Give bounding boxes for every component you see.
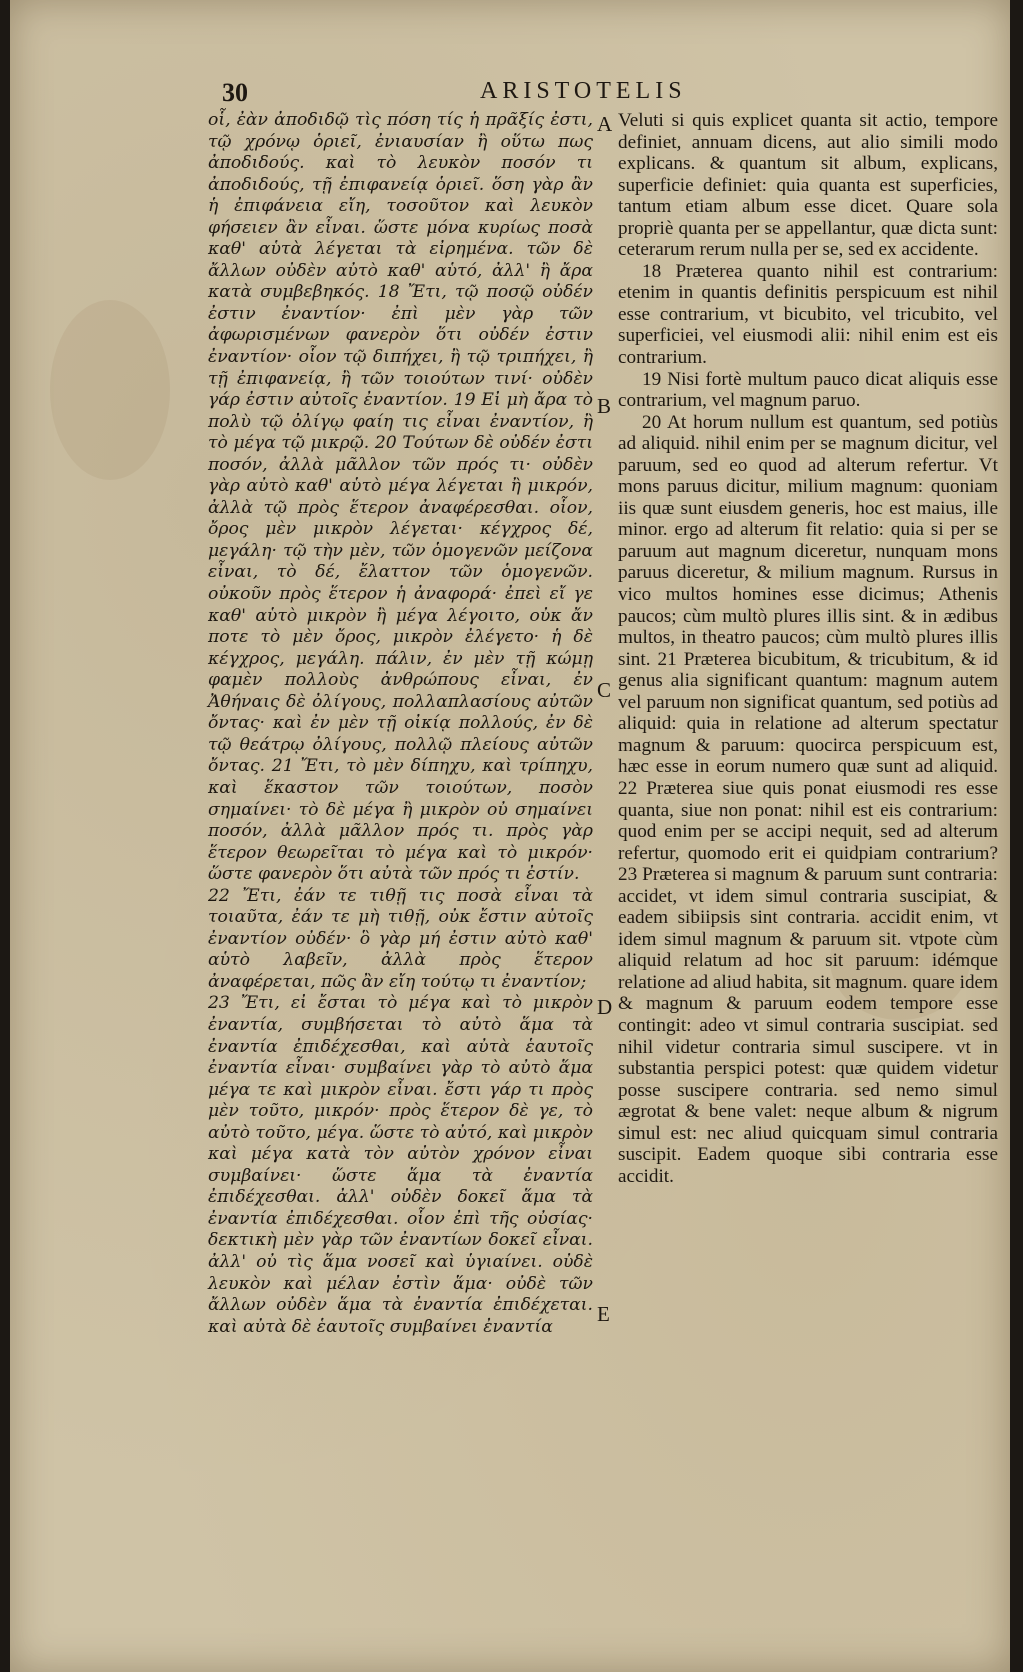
latin-paragraph: Veluti si quis explicet quanta sit actio, tempore definiet, annuam dicens, aut alio simili modo explicans. & quantum sit album, explicans, superficie definiet: quia quanta est superficies, tantum etiam album esse dicet. Quare sola propriè quanta per se appellantur, quæ dicta sunt: ceterarum rerum nulla per se, sed ex accidente. [618,110,998,261]
paper-stain [50,300,170,480]
page-header [10,78,1010,112]
greek-text-column [208,110,593,1338]
latin-text-column [618,110,998,1187]
running-title: ARISTOTELIS [480,78,687,104]
margin-letter-b: B [597,394,612,418]
latin-paragraph: 19 Nisi fortè multum pauco dicat aliquis esse contrarium, vel magnum paruo. [618,368,998,412]
margin-letter-e: E [597,1302,610,1326]
greek-paragraph: οἷ, ἐὰν ἀποδιδῷ τὶς πόση τίς ἡ πρᾶξίς ἐστι, τῷ χρόνῳ ὁριεῖ, ἐνιαυσίαν ἢ οὕτω πως ἀποδιδούς. καὶ τὸ λευκὸν ποσόν τι ἀποδιδούς, τῇ ἐπιφανείᾳ ὁριεῖ. ὅση γὰρ ἂν ἡ ἐπιφάνεια εἴη, τοσοῦτον καὶ λευκὸν φήσειεν ἂν εἶναι. ὥστε μόνα κυρίως ποσὰ καθ' αὑτὰ λέγεται τὰ εἰρημένα. τῶν δὲ ἄλλων οὐδὲν αὐτὸ καθ' αὑτό, ἀλλ' ἢ ἄρα κατὰ συμβεβηκός. 18 Ἔτι, τῷ ποσῷ οὐδέν ἐστιν ἐναντίον· ἐπὶ μὲν γὰρ τῶν ἀφωρισμένων φανερὸν ὅτι οὐδέν ἐστιν ἐναντίον· οἷον τῷ διπήχει, ἢ τῷ τριπήχει, ἢ τῇ ἐπιφανείᾳ, ἢ τῶν τοιούτων τινί· οὐδὲν γάρ ἐστιν αὐτοῖς ἐναντίον. 19 Εἰ μὴ ἄρα τὸ πολὺ τῷ ὀλίγῳ φαίη τις εἶναι ἐναντίον, ἢ τὸ μέγα τῷ μικρῷ. 20 Τούτων δὲ οὐδέν ἐστι ποσόν, ἀλλὰ μᾶλλον τῶν πρός τι· οὐδὲν γὰρ αὐτὸ καθ' αὑτὸ μέγα λέγεται ἢ μικρόν, ἀλλὰ τῷ πρὸς ἕτερον ἀναφέρεσθαι. οἷον, ὄρος μὲν μικρὸν λέγεται· κέγχρος δέ, μεγάλη· τῷ τὴν μὲν, τῶν ὁμογενῶν μείζονα εἶναι, τὸ δέ, ἔλαττον τῶν ὁμογενῶν. οὐκοῦν πρὸς ἕτερον ἡ ἀναφορά· ἐπεὶ εἴ γε καθ' αὑτὸ μικρὸν ἢ μέγα λέγοιτο, οὐκ ἄν ποτε τὸ μὲν ὄρος, μικρὸν ἐλέγετο· ἡ δὲ κέγχρος, μεγάλη. πάλιν, ἐν μὲν τῇ κώμῃ φαμὲν πολλοὺς ἀνθρώπους εἶναι, ἐν Ἀθήναις δὲ ὀλίγους, πολλαπλασίους αὐτῶν ὄντας· καὶ ἐν μὲν τῇ οἰκίᾳ πολλούς, ἐν δὲ τῷ θεάτρῳ ὀλίγους, πολλῷ πλείους αὐτῶν ὄντας. 21 Ἔτι, τὸ μὲν δίπηχυ, καὶ τρίπηχυ, καὶ ἕκαστον τῶν τοιούτων, ποσὸν σημαίνει· τὸ δὲ μέγα ἢ μικρὸν οὐ σημαίνει ποσόν, ἀλλὰ μᾶλλον πρός τι. πρὸς γὰρ ἕτερον θεωρεῖται τὸ μέγα καὶ τὸ μικρόν· ὥστε φανερὸν ὅτι αὐτὰ τῶν πρός τι ἐστίν. [208,110,593,885]
latin-paragraph: 18 Præterea quanto nihil est contrarium: etenim in quantis definitis perspicuum est nihil esse contrarium, vt bicubito, vel tricubito, vel superficiei, vel eiusmodi alii: nihil enim est eis contrarium. [618,260,998,369]
margin-letter-a: A [597,112,613,136]
greek-paragraph: 22 Ἔτι, ἐάν τε τιθῇ τις ποσὰ εἶναι τὰ τοιαῦτα, ἐάν τε μὴ τιθῇ, οὐκ ἔστιν αὐτοῖς ἐναντίον οὐδέν· ὃ γὰρ μή ἐστιν αὐτὸ καθ' αὑτὸ λαβεῖν, ἀλλὰ πρὸς ἕτερον ἀναφέρεται, πῶς ἂν εἴη τούτῳ τι ἐναντίον; [208,885,593,992]
greek-paragraph: 23 Ἔτι, εἰ ἔσται τὸ μέγα καὶ τὸ μικρὸν ἐναντία, συμβήσεται τὸ αὐτὸ ἅμα τὰ ἐναντία ἐπιδέχεσθαι, καὶ αὐτὰ ἑαυτοῖς ἐναντία εἶναι· συμβαίνει γὰρ τὸ αὐτὸ ἅμα μέγα τε καὶ μικρὸν εἶναι. ἔστι γάρ τι πρὸς μὲν τοῦτο, μικρόν· πρὸς ἕτερον δὲ γε, τὸ αὐτὸ τοῦτο, μέγα. ὥστε τὸ αὐτό, καὶ μικρὸν καὶ μέγα κατὰ τὸν αὐτὸν χρόνον εἶναι συμβαίνει· ὥστε ἅμα τὰ ἐναντία ἐπιδέχεσθαι. ἀλλ' οὐδὲν δοκεῖ ἅμα τὰ ἐναντία ἐπιδέχεσθαι. οἷον ἐπὶ τῆς οὐσίας· δεκτικὴ μὲν γὰρ τῶν ἐναντίων δοκεῖ εἶναι. ἀλλ' οὐ τὶς ἅμα νοσεῖ καὶ ὑγιαίνει. οὐδὲ λευκὸν καὶ μέλαν ἐστὶν ἅμα· οὐδὲ τῶν ἄλλων οὐδὲν ἅμα τὰ ἐναντία ἐπιδέχεται. καὶ αὐτὰ δὲ ἑαυτοῖς συμβαίνει ἐναντία [208,993,593,1337]
margin-letter-d: D [597,995,613,1019]
book-page [10,0,1010,1672]
page-number: 30 [222,78,248,107]
latin-paragraph: 20 At horum nullum est quantum, sed potiùs ad aliquid. nihil enim per se magnum dicitur, vel paruum, sed eo quod ad alterum refertur. Vt mons paruus dicitur, milium magnum: quoniam iis quæ sunt eiusdem generis, hoc est maius, ille minor. ergo ad alterum fit relatio: quia si per se paruum aut magnum diceretur, nunquam mons paruus diceretur, & milium magnum. Rursus in vico multos homines esse dicimus; Athenis paucos; cùm multò plures illis sint. & in ædibus multos, in theatro paucos; cùm multò plures illis sint. 21 Præterea bicubitum, & tricubitum, & id genus alia significant quantum: magnum autem vel paruum non significat quantum, sed potiùs ad aliquid: quia in relatione ad alterum spectatur magnum & paruum: quocirca perspicuum est, hæc esse in eorum numero quæ sunt ad aliquid. 22 Præterea siue quis ponat eiusmodi res esse quanta, siue non ponat: nihil est eis contrarium: quod enim per se accipi nequit, sed ad alterum refertur, quomodo erit ei quidpiam contrarium? 23 Præterea si magnum & paruum sunt contraria: accidet, vt idem simul contraria suscipiat, & eadem sibiipsis sint contraria. accidit enim, vt idem simul magnum & paruum sit. vtpote cùm aliquid relatum ad hoc sit paruum: idémque relatione ad aliud habita, sit magnum. quare idem & magnum & paruum eodem tempore esse contingit: adeo vt simul contraria suscipiat. sed nihil videtur contraria simul suscipere. vt in substantia perspici potest: quæ quidem videtur posse suscipere contraria. sed nemo simul ægrotat & bene valet: neque album & nigrum simul est: nec aliud quicquam simul contraria suscipit. Eadem quoque sibi contraria esse accidit. [618,411,998,1187]
margin-letter-c: C [597,678,612,702]
